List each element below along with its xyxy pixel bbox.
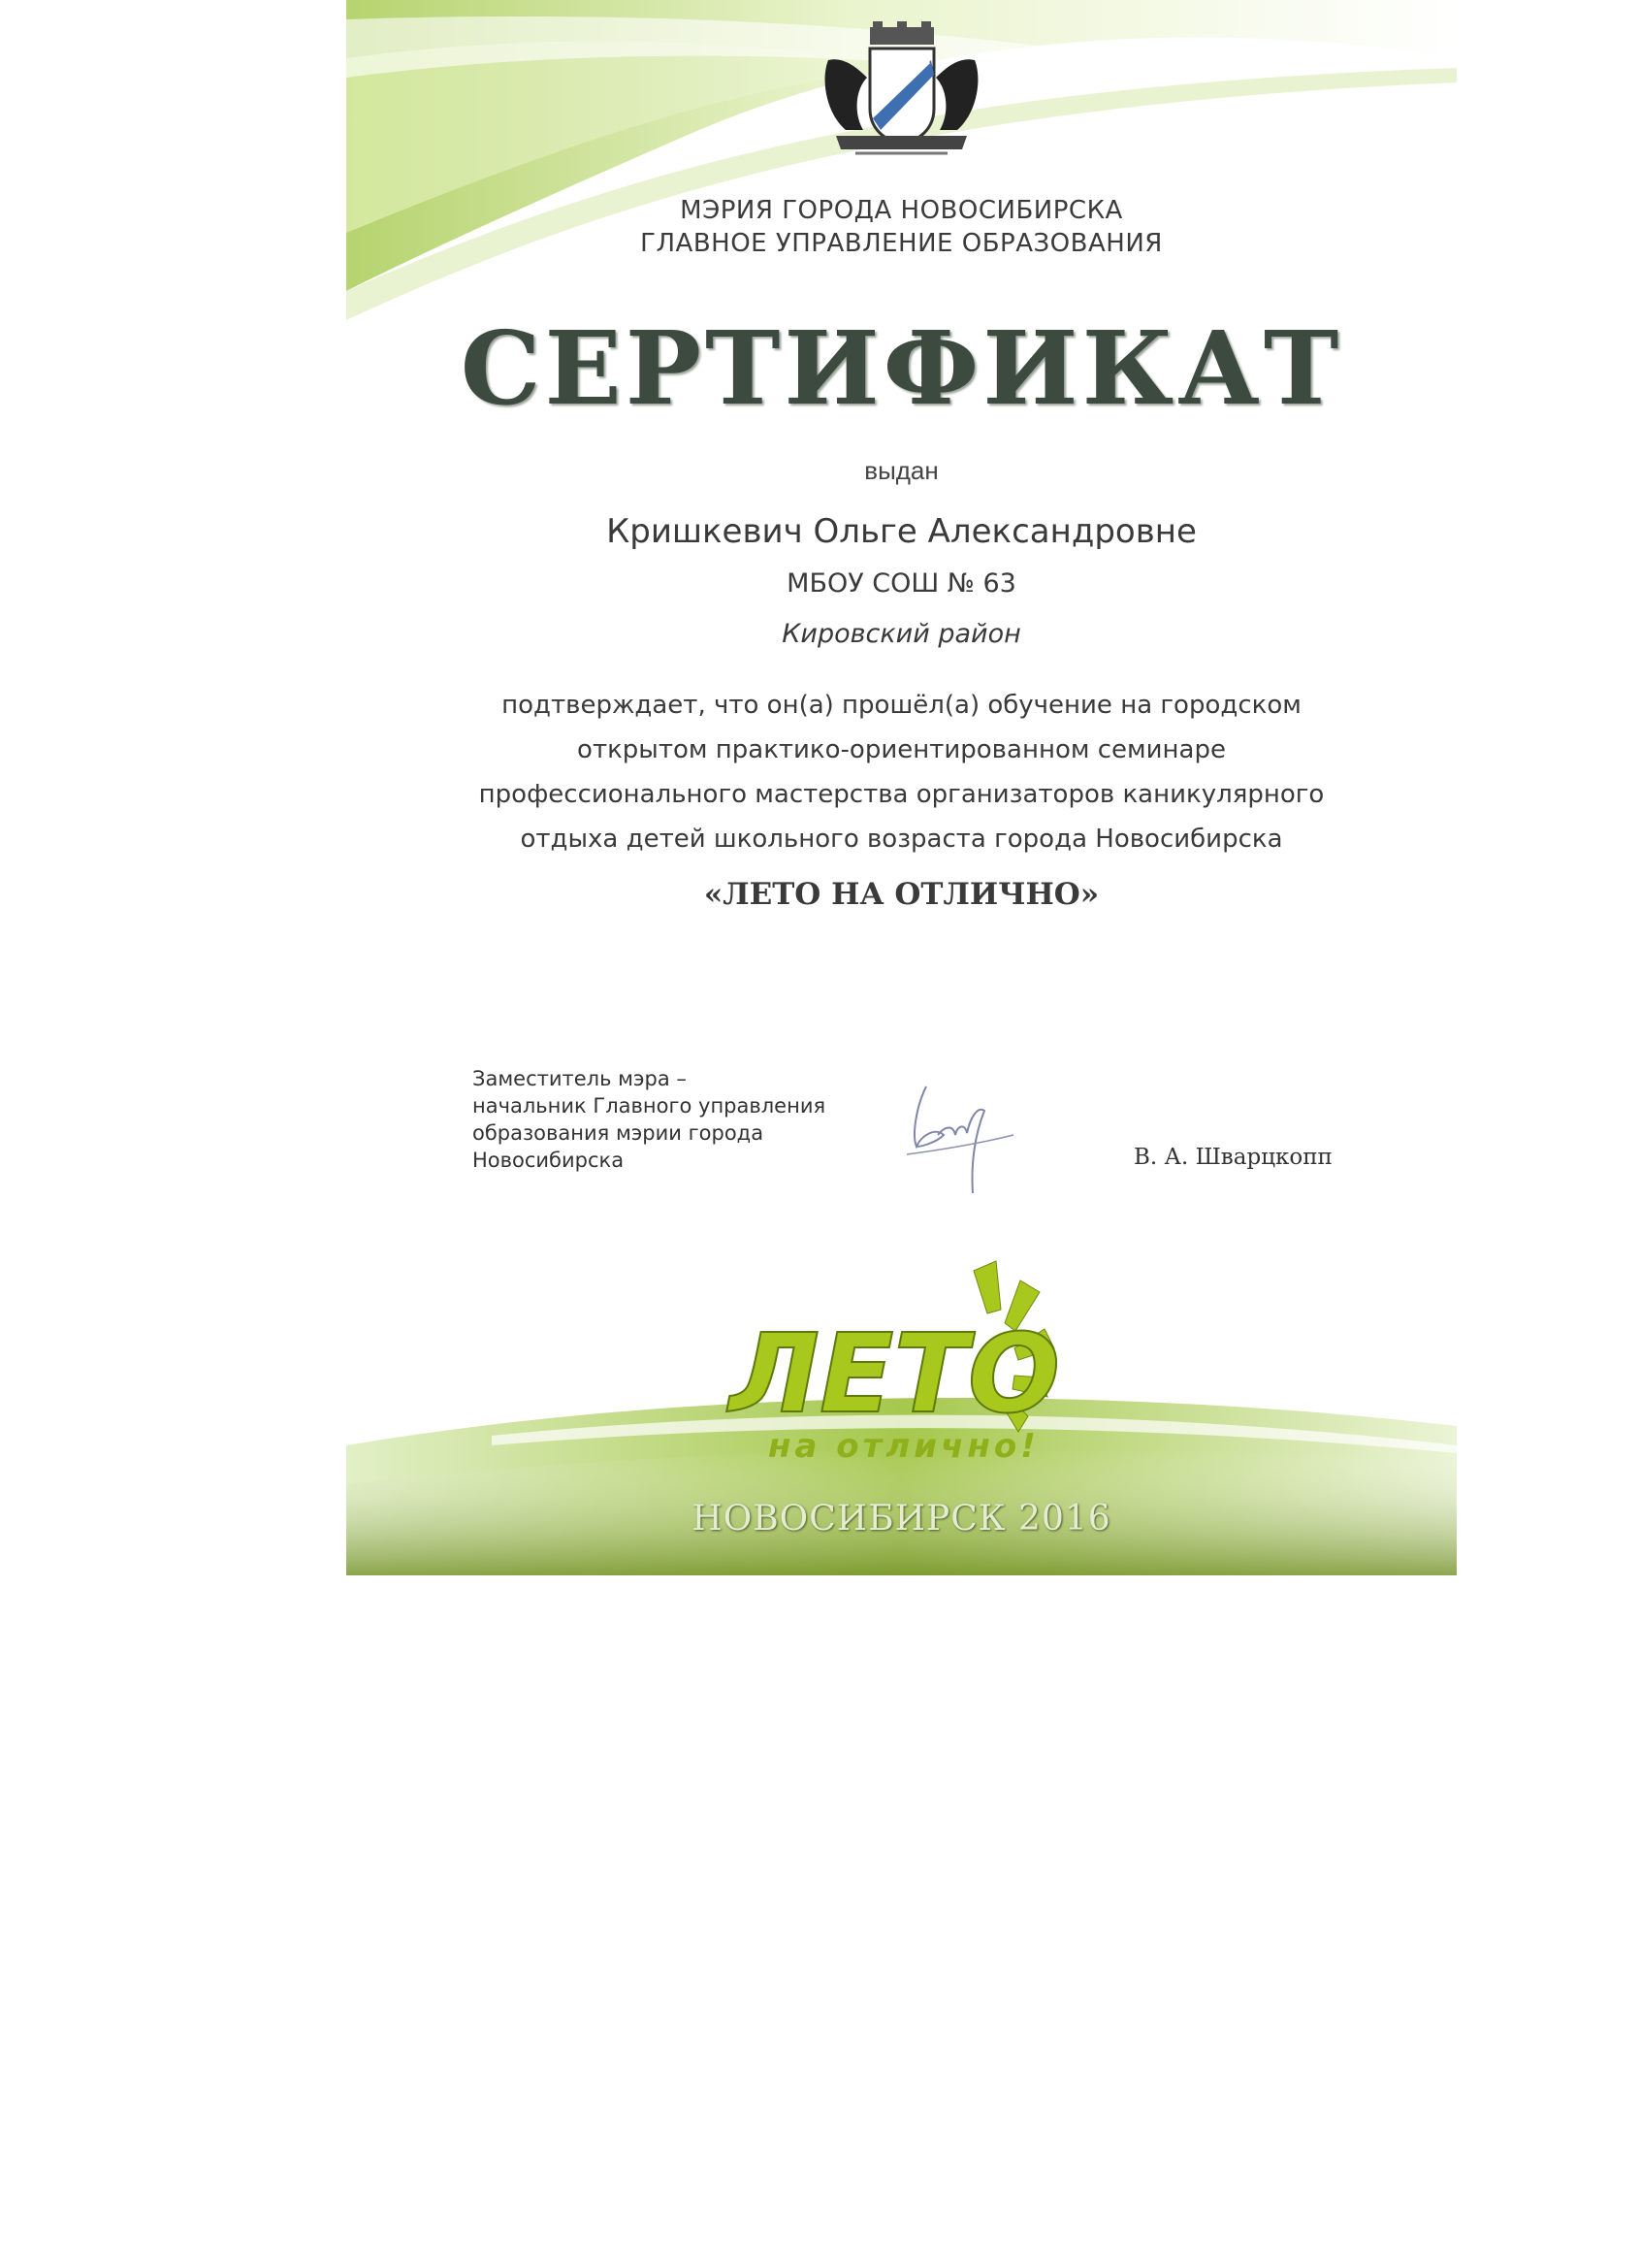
organization-line-2: ГЛАВНОЕ УПРАВЛЕНИЕ ОБРАЗОВАНИЯ (640, 229, 1163, 258)
logo-word: ЛЕТО (729, 1312, 1061, 1438)
signatory-position-line-4: Новосибирска (472, 1149, 625, 1172)
recipient-name: Кришкевич Ольге Александровне (606, 512, 1197, 551)
signatory-position-line-3: образования мэрии города (472, 1121, 764, 1145)
event-name: «ЛЕТО НА ОТЛИЧНО» (703, 877, 1100, 912)
signatory-name: В. А. Шварцкопп (1134, 1145, 1333, 1170)
summer-logo (720, 1251, 1088, 1474)
recipient-school: МБОУ СОШ № 63 (787, 568, 1016, 599)
issued-label: выдан (864, 456, 939, 485)
handwritten-signature (878, 1067, 1023, 1203)
certificate (346, 0, 1457, 1575)
logo-tagline: на отлично! (768, 1427, 1040, 1466)
recipient-district: Кировский район (782, 619, 1021, 649)
certificate-title: СЕРТИФИКАТ (460, 308, 1343, 428)
body-line-2: открытом практико-ориентированном семинаре (577, 735, 1226, 764)
body-line-3: профессионального мастерства организаторов каникулярного (478, 780, 1325, 809)
body-line-4: отдыха детей школьного возраста города Новосибирска (520, 825, 1283, 854)
signatory-position (472, 1065, 825, 1174)
organization-line-1: МЭРИЯ ГОРОДА НОВОСИБИРСКА (680, 196, 1123, 225)
signatory-position-line-2: начальник Главного управления (472, 1094, 826, 1118)
signatory-position-line-1: Заместитель мэра – (472, 1067, 687, 1090)
footer-city-year: НОВОСИБИРСК 2016 (691, 1499, 1111, 1539)
body-line-1: подтверждает, что он(а) прошёл(а) обучение на городском (501, 691, 1302, 720)
coat-of-arms-icon (817, 21, 986, 162)
